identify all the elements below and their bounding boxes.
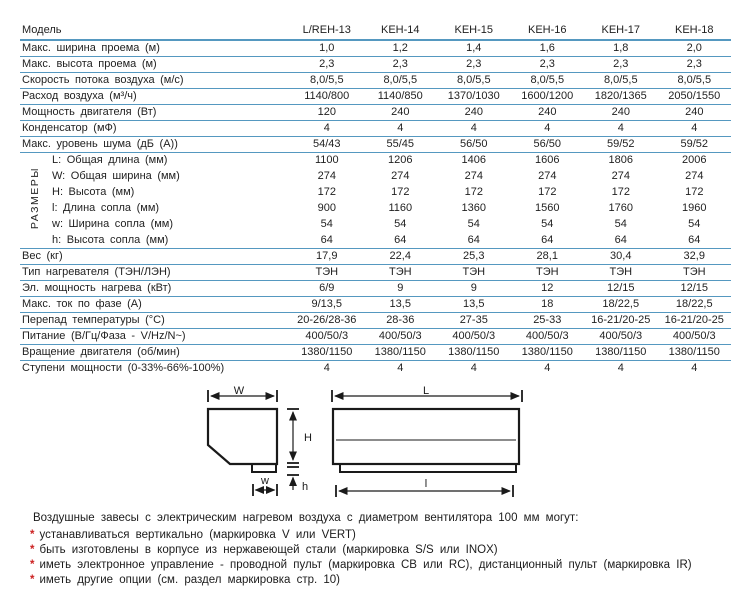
cell-value: 400/50/3 [364,329,438,345]
cell-value: ТЭН [290,265,364,281]
cell-value: 900 [317,202,336,214]
cell-value: 28-36 [364,313,438,329]
row-label: L: Общая длина (мм) [52,154,168,167]
cell-value: ТЭН [584,265,658,281]
cell-value: 4 [470,362,477,375]
row-label: Макс. ширина проема (м) [20,40,290,57]
row-label: Эл. мощность нагрева (кВт) [20,281,290,297]
table-row [20,361,731,377]
row-label: Мощность двигателя (Вт) [20,105,290,121]
cell-value: 2,0 [658,40,732,57]
note-text: иметь другие опции (см. раздел маркировка стр. 10) [39,574,341,586]
asterisk-marker: * [30,544,35,556]
table-row [20,217,731,233]
cell-value: 9/13,5 [290,297,364,313]
asterisk-marker: * [30,529,35,541]
note-text: быть изготовлены в корпусе из нержавеющей стали (маркировка S/S или INOX) [39,544,498,556]
cell-value: ТЭН [658,265,732,281]
table-row [20,153,731,169]
cell-value: 13,5 [437,297,511,313]
cell-value: 1560 [535,202,560,214]
cell-value: 274 [538,170,557,182]
model-column-header: KEH-16 [511,21,585,40]
cell-value: 1380/1150 [364,345,438,361]
cell-value: 32,9 [658,249,732,265]
cell-value: 8,0/5,5 [437,73,511,89]
cell-value: 1960 [682,202,707,214]
cell-value: 274 [464,170,483,182]
cell-value: 240 [437,105,511,121]
row-label: Перепад температуры (°С) [20,313,290,329]
cell-value: 1760 [608,202,633,214]
cell-value: 1806 [608,154,633,167]
dimension-diagram [195,386,540,508]
note-item [30,543,730,558]
model-column-header: KEH-18 [658,21,732,40]
dim-label-L: L [422,386,430,397]
cell-value: 1380/1150 [290,345,364,361]
cell-value: 4 [364,121,438,137]
cell-value: 27-35 [437,313,511,329]
cell-value: 1,4 [437,40,511,57]
cell-value: 172 [391,186,410,198]
cell-value: 4 [617,362,624,375]
cell-value: 59/52 [658,137,732,153]
row-label: Макс. ток по фазе (А) [20,297,290,313]
cell-value: 1820/1365 [584,89,658,105]
cell-value: 12/15 [658,281,732,297]
cell-value: 54 [320,218,333,230]
side-view [208,386,312,496]
cell-value: 64 [511,233,585,249]
cell-value: 54 [394,218,407,230]
cell-value: 8,0/5,5 [658,73,732,89]
table-row [20,89,731,105]
cell-value: 8,0/5,5 [290,73,364,89]
cell-value: 1160 [388,202,413,214]
row-label: Питание (В/Гц/Фаза - V/Hz/N~) [20,329,290,345]
cell-value: 1100 [314,154,339,167]
cell-value: 20-26/28-36 [290,313,364,329]
row-label: Макс. высота проема (м) [20,57,290,73]
cell-value: 22,4 [364,249,438,265]
row-label: Тип нагревателя (ТЭН/ЛЭН) [20,265,290,281]
cell-value: 2006 [682,154,707,167]
spec-table [20,21,731,377]
cell-value: 2,3 [437,57,511,73]
cell-value: 8,0/5,5 [511,73,585,89]
cell-value: 18/22,5 [584,297,658,313]
cell-value: 274 [611,170,630,182]
row-label: Скорость потока воздуха (м/с) [20,73,290,89]
note-text: устанавливаться вертикально (маркировка V или VERT) [39,529,356,541]
cell-value: 2,3 [290,57,364,73]
asterisk-marker: * [30,574,35,586]
row-label: H: Высота (мм) [52,186,135,198]
model-column-header: KEH-14 [364,21,438,40]
cell-value: ТЭН [364,265,438,281]
cell-value: 4 [658,121,732,137]
cell-value: 4 [397,362,404,375]
cell-value: 274 [317,170,336,182]
row-label: W: Общая ширина (мм) [52,170,180,182]
cell-value: 12/15 [584,281,658,297]
side-view-nozzle [252,464,276,472]
asterisk-marker: * [30,559,35,571]
cell-value: 4 [544,362,551,375]
cell-value: 25,3 [437,249,511,265]
cell-value: 240 [511,105,585,121]
side-view-body [208,409,277,464]
dim-label-W: W [233,386,245,397]
cell-value: ТЭН [511,265,585,281]
cell-value: 16-21/20-25 [658,313,732,329]
cell-value: 28,1 [511,249,585,265]
model-column-header: KEH-15 [437,21,511,40]
row-label: Расход воздуха (м³/ч) [20,89,290,105]
row-label: Ступени мощности (0-33%-66%-100%) [22,362,225,375]
model-column-header: KEH-17 [584,21,658,40]
header-model-label: Модель [20,21,290,40]
cell-value: 54 [541,218,554,230]
cell-value: 54 [688,218,701,230]
cell-value: 54 [614,218,627,230]
cell-value: 1,0 [290,40,364,57]
cell-value: ТЭН [437,265,511,281]
cell-value: 400/50/3 [511,329,585,345]
cell-value: 16-21/20-25 [584,313,658,329]
footnotes [30,511,730,588]
cell-value: 2050/1550 [658,89,732,105]
cell-value: 2,3 [658,57,732,73]
model-column-header: L/REH-13 [290,21,364,40]
cell-value: 2,3 [364,57,438,73]
cell-value: 1140/850 [364,89,438,105]
table-row [20,329,731,345]
note-item [30,558,730,573]
cell-value: 1600/1200 [511,89,585,105]
dim-label-H: H [304,432,312,444]
cell-value: 1370/1030 [437,89,511,105]
cell-value: 172 [538,186,557,198]
cell-value: 400/50/3 [437,329,511,345]
cell-value: 1,8 [584,40,658,57]
cell-value: 64 [658,233,732,249]
cell-value: 4 [323,362,330,375]
notes-intro: Воздушные завесы с электрическим нагревом воздуха с диаметром вентилятора 100 мм могут: [33,512,579,524]
cell-value: 1606 [535,154,560,167]
cell-value: 1380/1150 [658,345,732,361]
table-row [20,169,731,185]
cell-value: 6/9 [290,281,364,297]
cell-value: 2,3 [511,57,585,73]
cell-value: 4 [511,121,585,137]
cell-value: 172 [611,186,630,198]
cell-value: 55/45 [364,137,438,153]
cell-value: 18 [511,297,585,313]
row-label: h: Высота сопла (мм) [50,233,290,249]
cell-value: 240 [364,105,438,121]
cell-value: 400/50/3 [290,329,364,345]
table-row [20,313,731,329]
dim-label-w: w [261,475,269,487]
table-row [20,201,731,217]
cell-value: 172 [317,186,336,198]
row-label: Конденсатор (мФ) [20,121,290,137]
cell-value: 54/43 [290,137,364,153]
cell-value: 2,3 [584,57,658,73]
cell-value: 1206 [388,154,413,167]
cell-value: 240 [584,105,658,121]
cell-value: 4 [290,121,364,137]
cell-value: 17,9 [290,249,364,265]
table-row [20,121,731,137]
table-row [20,249,731,265]
spec-table-body [20,40,731,377]
cell-value: 64 [290,233,364,249]
table-row [20,265,731,281]
cell-value: 54 [467,218,480,230]
cell-value: 1,2 [364,40,438,57]
cell-value: 13,5 [364,297,438,313]
note-item [30,528,730,543]
cell-value: 172 [464,186,483,198]
cell-value: 4 [584,121,658,137]
table-row [20,297,731,313]
front-view-body [333,409,519,464]
cell-value: 8,0/5,5 [584,73,658,89]
cell-value: 240 [658,105,732,121]
table-row [20,57,731,73]
cell-value: 18/22,5 [658,297,732,313]
cell-value: 172 [685,186,704,198]
row-label: Вес (кг) [20,249,290,265]
cell-value: 56/50 [511,137,585,153]
cell-value: 1380/1150 [437,345,511,361]
cell-value: 64 [364,233,438,249]
cell-value: 1406 [461,154,486,167]
dim-label-h: h [302,481,309,493]
cell-value: 30,4 [584,249,658,265]
table-row [20,105,731,121]
row-label: l: Длина сопла (мм) [52,202,160,214]
cell-value: 4 [437,121,511,137]
cell-value: 400/50/3 [584,329,658,345]
dimensions-group-label [20,153,50,249]
cell-value: 8,0/5,5 [364,73,438,89]
cell-value: 274 [685,170,704,182]
cell-value: 9 [364,281,438,297]
cell-value: 1,6 [511,40,585,57]
cell-value: 12 [511,281,585,297]
cell-value: 64 [437,233,511,249]
table-row [20,233,731,249]
cell-value: 25-33 [511,313,585,329]
cell-value: 1140/800 [290,89,364,105]
table-row [20,40,731,57]
cell-value: 1360 [461,202,486,214]
note-text: иметь электронное управление - проводной пульт (маркировка CB или RC), дистанционный пульт (маркировка IR) [39,559,692,571]
row-label: w: Ширина сопла (мм) [52,218,174,230]
cell-value: 1380/1150 [584,345,658,361]
note-item [30,573,730,588]
header-row [20,21,731,40]
cell-value: 64 [584,233,658,249]
dim-label-l: l [424,478,428,490]
cell-value: 274 [391,170,410,182]
front-view-nozzle [340,464,516,472]
cell-value: 59/52 [584,137,658,153]
row-label: Вращение двигателя (об/мин) [20,345,290,361]
cell-value: 56/50 [437,137,511,153]
table-row [20,345,731,361]
table-row [20,73,731,89]
cell-value: 9 [437,281,511,297]
cell-value: 4 [691,362,698,375]
table-row [20,185,731,201]
cell-value: 120 [290,105,364,121]
table-row [20,281,731,297]
dimensions-group-text: РАЗМЕРЫ [28,167,41,230]
cell-value: 400/50/3 [658,329,732,345]
front-view [332,386,522,497]
cell-value: 1380/1150 [511,345,585,361]
table-row [20,137,731,153]
row-label: Макс. уровень шума (дБ (А)) [20,137,290,153]
